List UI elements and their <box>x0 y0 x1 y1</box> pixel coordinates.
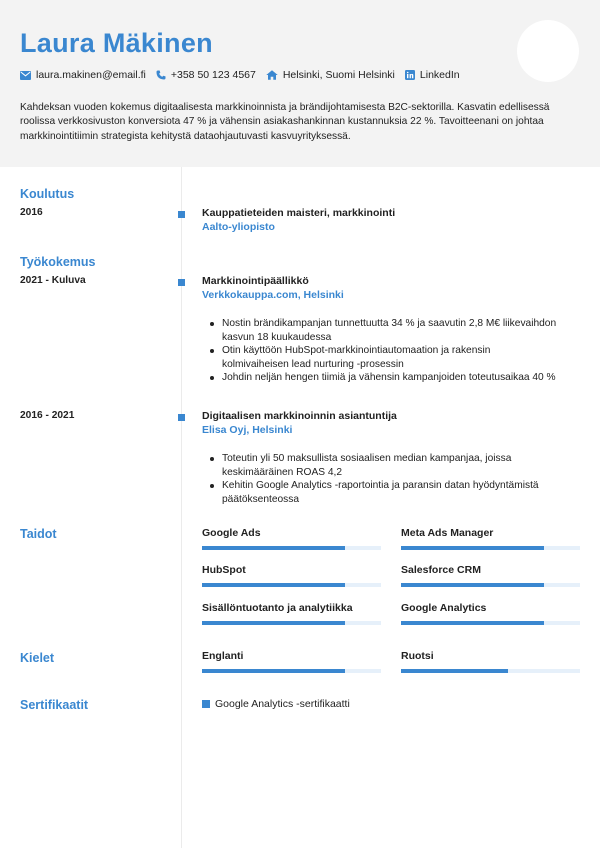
skill-level-fill <box>202 546 345 550</box>
timeline-marker <box>178 414 185 421</box>
skill-name: Meta Ads Manager <box>401 527 494 539</box>
section-title-languages: Kielet <box>20 651 55 665</box>
language-bar <box>202 669 381 673</box>
location-text: Helsinki, Suomi Helsinki <box>282 69 395 81</box>
contact-linkedin[interactable] <box>405 69 460 81</box>
phone-icon <box>156 70 166 80</box>
list-item: Toteutin yli 50 maksullista sosiaalisen median kampanjaa, joissa keskimääräinen ROAS 4,2 <box>207 452 557 479</box>
contact-row <box>20 69 470 81</box>
education-degree: Kauppatieteiden maisteri, markkinointi <box>202 207 396 219</box>
envelope-icon <box>20 71 31 80</box>
language-item <box>401 650 580 673</box>
phone-text: +358 50 123 4567 <box>170 69 256 81</box>
skill-name: Salesforce CRM <box>401 564 481 576</box>
square-bullet-icon <box>202 700 210 708</box>
education-school: Aalto-yliopisto <box>202 221 275 233</box>
skill-name: Google Analytics <box>401 602 487 614</box>
timeline-marker <box>178 211 185 218</box>
language-level-fill <box>202 669 345 673</box>
list-item: Johdin neljän hengen tiimiä ja vähensin kampanjoiden toteutusaikaa 40 % <box>207 371 557 385</box>
skill-item <box>202 527 381 550</box>
linkedin-icon <box>405 70 415 80</box>
section-title-certifications: Sertifikaatit <box>20 698 89 712</box>
skill-bar <box>202 546 381 550</box>
job-achievements <box>207 452 557 506</box>
job-date: 2016 - 2021 <box>20 410 75 421</box>
skill-item <box>202 564 381 587</box>
skill-item <box>202 602 381 625</box>
skill-item <box>401 527 580 550</box>
language-level-fill <box>401 669 508 673</box>
email-text: laura.makinen@email.fi <box>36 69 146 81</box>
job-company: Elisa Oyj, Helsinki <box>202 424 293 436</box>
language-name: Englanti <box>202 650 244 662</box>
linkedin-text: LinkedIn <box>419 69 460 81</box>
home-icon <box>266 70 278 80</box>
certification-item <box>202 698 350 710</box>
job-achievements <box>207 317 557 385</box>
skill-level-fill <box>401 546 544 550</box>
skill-name: Sisällöntuotanto ja analytiikka <box>202 602 353 614</box>
skill-bar <box>202 621 381 625</box>
skill-bar <box>401 621 580 625</box>
contact-location <box>266 69 395 81</box>
skill-bar <box>401 583 580 587</box>
skill-level-fill <box>401 583 544 587</box>
skill-level-fill <box>202 621 345 625</box>
avatar <box>517 20 579 82</box>
candidate-name: Laura Mäkinen <box>20 28 213 58</box>
job-title: Markkinointipäällikkö <box>202 275 309 287</box>
resume-header <box>0 0 600 167</box>
job-date: 2021 - Kuluva <box>20 275 86 286</box>
contact-phone[interactable] <box>156 69 256 81</box>
list-item: Otin käyttöön HubSpot-markkinointiautomaation ja rakensin kolmivaiheisen lead nurturing -prosessin <box>207 344 557 371</box>
language-bar <box>401 669 580 673</box>
skill-level-fill <box>202 583 345 587</box>
section-title-education: Koulutus <box>20 187 75 201</box>
timeline-marker <box>178 279 185 286</box>
certification-name: Google Analytics -sertifikaatti <box>215 698 350 710</box>
skill-bar <box>202 583 381 587</box>
profile-summary: Kahdeksan vuoden kokemus digitaalisesta markkinoinnista ja brändijohtamisesta B2C-sektorilla. Kasvatin edellisessä roolissa verkkosivuston konversiota 47 % ja vähensin asiakashankinnan kustannuksia 22 %. Tavoitteenani on johtaa markkinointitiimin strategista kehitystä dataohjautuvasti kasvuyrityksessä. <box>20 102 550 142</box>
skill-item <box>401 564 580 587</box>
skill-name: HubSpot <box>202 564 246 576</box>
skill-bar <box>401 546 580 550</box>
language-name: Ruotsi <box>401 650 434 662</box>
job-company: Verkkokauppa.com, Helsinki <box>202 289 344 301</box>
education-date: 2016 <box>20 207 43 218</box>
list-item: Nostin brändikampanjan tunnettuutta 34 % ja saavutin 2,8 M€ liikevaihdon kasvun 18 kuukaudessa <box>207 317 557 344</box>
contact-email[interactable] <box>20 69 146 81</box>
column-divider <box>181 167 182 848</box>
job-title: Digitaalisen markkinoinnin asiantuntija <box>202 410 397 422</box>
skill-item <box>401 602 580 625</box>
list-item: Kehitin Google Analytics -raportointia ja paransin datan hyödyntämistä päätöksenteossa <box>207 479 557 506</box>
section-title-skills: Taidot <box>20 527 57 541</box>
language-item <box>202 650 381 673</box>
skill-name: Google Ads <box>202 527 261 539</box>
section-title-experience: Työkokemus <box>20 255 96 269</box>
skill-level-fill <box>401 621 544 625</box>
